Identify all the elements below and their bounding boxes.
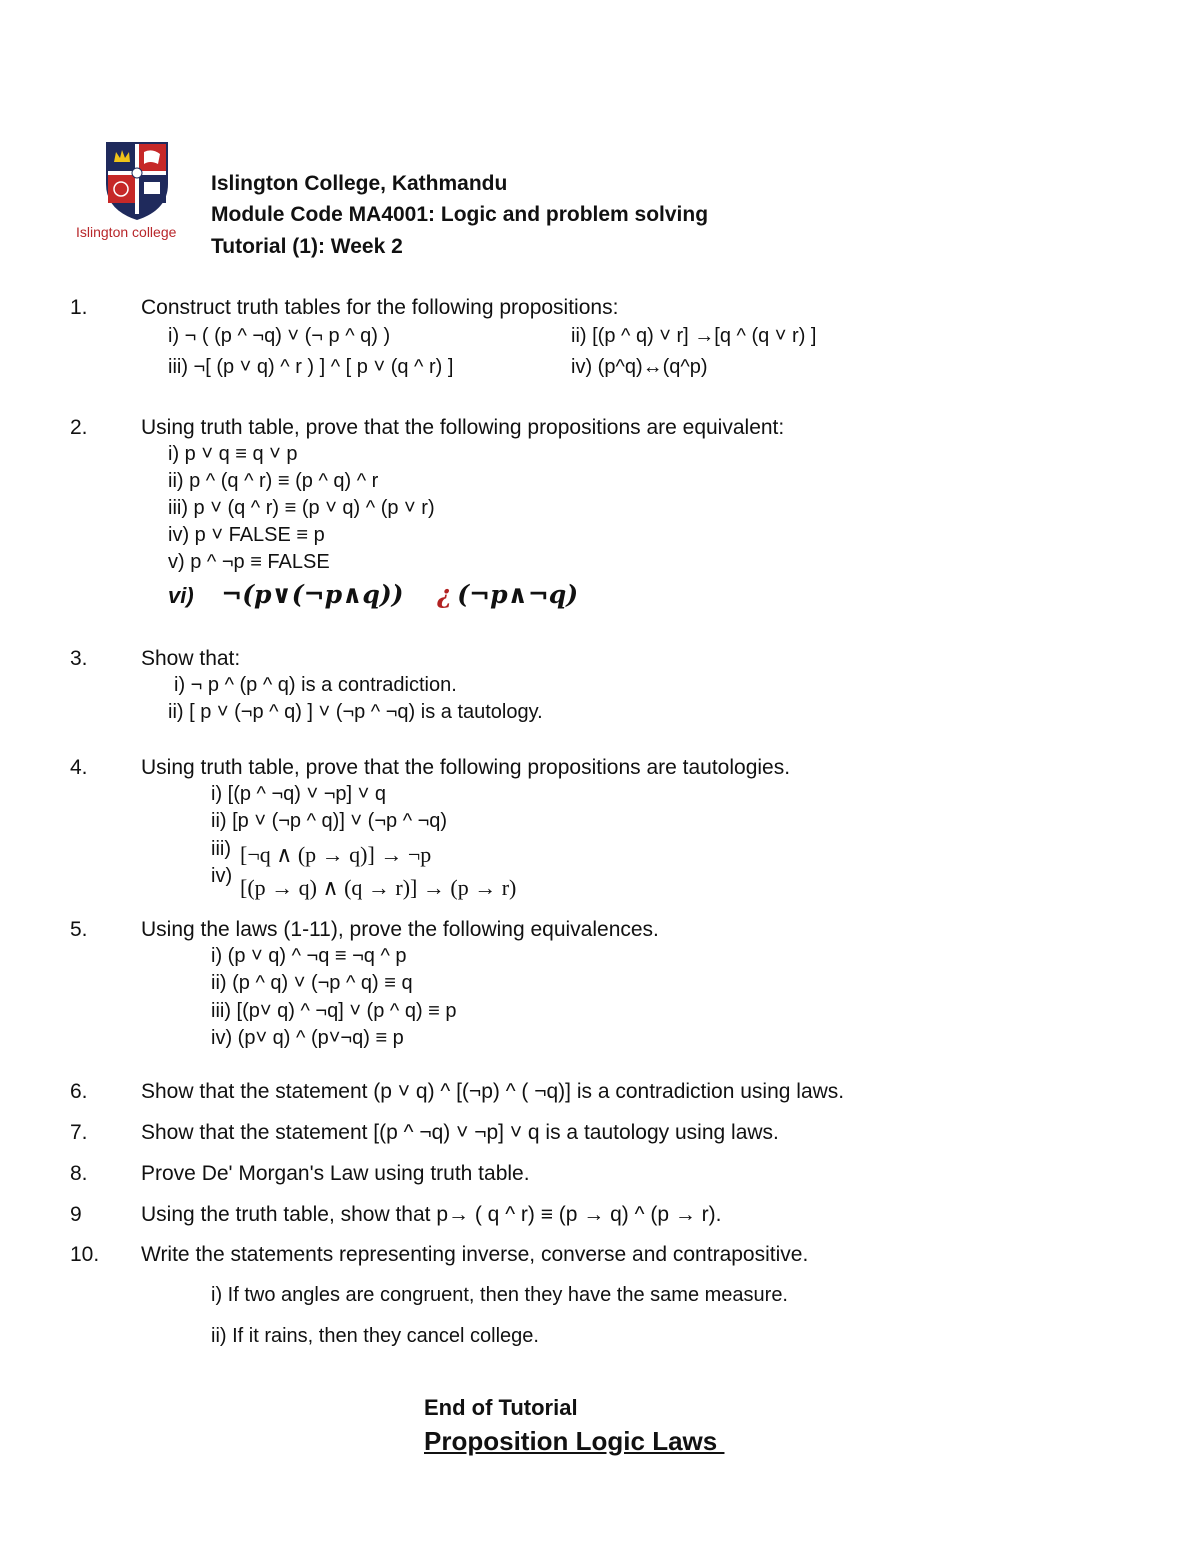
question-number: 10. [70,1243,100,1266]
question-stem: Write the statements representing inverse, converse and contrapositive. [141,1243,809,1266]
question-stem: Show that the statement (p ˅ q) ^ [(¬p) ^ ( ¬q)] is a contradiction using laws. [141,1080,845,1103]
q10-item-ii: ii) If it rains, then they cancel college. [211,1325,539,1347]
question-stem: Construct truth tables for the following propositions: [141,296,619,319]
question-stem: Prove De' Morgan's Law using truth table. [141,1162,530,1185]
question-number: 5. [70,918,88,941]
question-number: 3. [70,647,88,670]
q10-item-i: i) If two angles are congruent, then they have the same measure. [211,1284,788,1306]
question-stem: Using the laws (1-11), prove the following equivalences. [141,918,659,941]
q1-item-i: i) ¬ ( (p ^ ¬q) ˅ (¬ p ^ q) ) [168,325,391,347]
question-stem: Show that the statement [(p ^ ¬q) ˅ ¬p] ˅ q is a tautology using laws. [141,1121,779,1144]
q3-item-i: i) ¬ p ^ (p ^ q) is a contradiction. [174,674,457,696]
q4-item-iv-expr: [(p → q) ∧ (q → r)] → (p → r) [240,875,517,900]
end-of-tutorial: End of Tutorial [424,1395,578,1420]
q2-item-vi [168,580,578,609]
question-stem: Using truth table, prove that the following propositions are tautologies. [141,756,791,779]
q1-item-iii: iii) ¬[ (p ˅ q) ^ r ) ] ^ [ p ˅ (q ^ r) ] [168,356,454,378]
question-number: 6. [70,1080,88,1103]
tutorial-title: Tutorial (1): Week 2 [211,235,403,258]
logo-wordmark: Islington college [76,224,177,240]
college-name: Islington College, Kathmandu [211,172,508,195]
q4-item-ii: ii) [p ˅ (¬p ^ q)] ˅ (¬p ^ ¬q) [211,810,448,832]
question-number: 7. [70,1121,88,1144]
q5-item-iii: iii) [(p˅ q) ^ ¬q] ˅ (p ^ q) ≡ p [211,1000,457,1022]
q2-vi-label: vi) [168,583,194,608]
module-code: Module Code MA4001: Logic and problem solving [211,203,709,226]
q2-item-iii: iii) p ˅ (q ^ r) ≡ (p ˅ q) ^ (p ˅ r) [168,497,435,519]
college-logo [76,140,200,244]
question-stem: Using truth table, prove that the following propositions are equivalent: [141,416,785,439]
q2-item-v: v) p ^ ¬p ≡ FALSE [168,551,330,573]
question-number: 4. [70,756,88,779]
q2-vi-lhs: ¬(p∨(¬p∧q)) [221,580,404,609]
q2-vi-rhs: (¬p∧¬q) [457,580,579,609]
college-crest-icon [104,140,170,222]
question-number: 2. [70,416,88,439]
question-number: 1. [70,296,88,319]
q5-item-iv: iv) (p˅ q) ^ (p˅¬q) ≡ p [211,1027,404,1049]
q3-item-ii: ii) [ p ˅ (¬p ^ q) ] ˅ (¬p ^ ¬q) is a tautology. [168,701,543,723]
q2-item-i: i) p ˅ q ≡ q ˅ p [168,443,298,465]
q5-item-ii: ii) (p ^ q) ˅ (¬p ^ q) ≡ q [211,972,413,994]
q5-item-i: i) (p ˅ q) ^ ¬q ≡ ¬q ^ p [211,945,407,967]
q2-item-iv: iv) p ˅ FALSE ≡ p [168,524,325,546]
question-stem: Show that: [141,647,241,670]
q2-vi-operator: ¿ [437,580,452,609]
q4-item-i: i) [(p ^ ¬q) ˅ ¬p] ˅ q [211,783,387,805]
question-number: 8. [70,1162,88,1185]
q1-item-ii: ii) [(p ^ q) ˅ r] →[q ^ (q ˅ r) ] [571,325,817,347]
laws-heading: Proposition Logic Laws [424,1426,725,1456]
q4-item-iv-label: iv) [211,865,233,887]
q1-item-iv: iv) (p^q)↔(q^p) [571,356,708,378]
q2-item-ii: ii) p ^ (q ^ r) ≡ (p ^ q) ^ r [168,470,379,492]
q4-item-iii-label: iii) [211,838,231,860]
q4-item-iii-expr: [¬q ∧ (p → q)] → ¬p [240,842,432,867]
question-number: 9 [70,1203,82,1226]
question-stem: Using the truth table, show that p→ ( q ^ r) ≡ (p → q) ^ (p → r). [141,1203,722,1226]
